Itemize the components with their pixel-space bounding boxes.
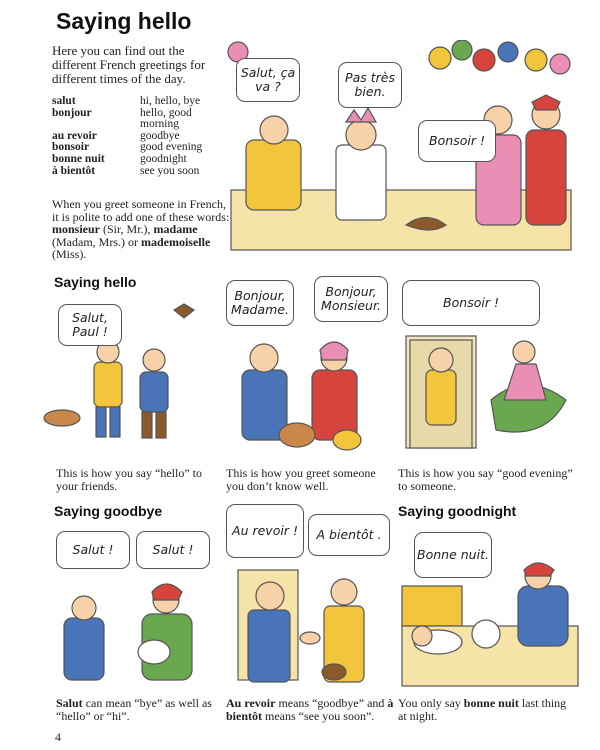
page-title: Saying hello bbox=[56, 8, 192, 34]
caption-good-evening: This is how you say “good evening” to someone. bbox=[398, 466, 573, 493]
page-number: 4 bbox=[55, 730, 61, 744]
word-madame: madame bbox=[153, 222, 198, 236]
goodbye-friends-illustration bbox=[54, 570, 224, 690]
speech-bubble-salut-2: Salut ! bbox=[136, 531, 210, 569]
heading-saying-goodnight: Saying goodnight bbox=[398, 503, 517, 519]
speech-bubble-bonjour-monsieur: Bonjour, Monsieur. bbox=[314, 276, 388, 322]
speech-bubble-a-bientot: A bientôt . bbox=[308, 514, 390, 556]
vocab-french: bonsoir bbox=[52, 141, 90, 154]
speech-bubble-bonjour-madame: Bonjour, Madame. bbox=[226, 280, 294, 326]
vocab-english: goodnight bbox=[140, 152, 187, 165]
vocab-row bbox=[52, 166, 227, 178]
vocab-row bbox=[52, 108, 227, 131]
vocab-english: see you soon bbox=[140, 164, 200, 177]
speech-bubble-bonne-nuit: Bonne nuit. bbox=[414, 532, 492, 578]
speech-bubble-salut-1: Salut ! bbox=[56, 531, 130, 569]
vocab-english: hello, good morning bbox=[140, 106, 192, 131]
vocab-english: good evening bbox=[140, 141, 203, 154]
vocab-french: au revoir bbox=[52, 129, 97, 142]
friends-greeting-illustration bbox=[24, 300, 230, 450]
caption-salut-meaning: Salut can mean “bye” as well as “hello” or “hi”. bbox=[56, 696, 212, 723]
speech-bubble-pas-tres-bien: Pas très bien. bbox=[338, 62, 402, 108]
caption-friends-hello: This is how you say “hello” to your friends. bbox=[56, 466, 202, 493]
vocab-row bbox=[52, 96, 227, 108]
speech-bubble-au-revoir: Au revoir ! bbox=[226, 504, 304, 558]
word-monsieur: monsieur bbox=[52, 222, 100, 236]
word-mademoiselle: mademoiselle bbox=[140, 234, 211, 249]
caption-greet-someone: This is how you greet someone you don’t know well. bbox=[226, 466, 376, 493]
caption-bonne-nuit-meaning: You only say bonne nuit last thing at night. bbox=[398, 696, 567, 723]
politeness-note: When you greet someone in French, it is polite to add one of these words: monsieur (Sir, Mr.), madame (Madam, Mrs.) or mademoiselle (Miss). bbox=[52, 197, 230, 261]
heading-saying-hello: Saying hello bbox=[54, 274, 137, 290]
speech-bubble-salut-paul: Salut, Paul ! bbox=[58, 304, 122, 346]
speech-bubble-salut-ca-va: Salut, ça va ? bbox=[236, 58, 300, 102]
caption-au-revoir-meaning: Au revoir means “goodbye” and à bientôt means “see you soon”. bbox=[226, 696, 394, 723]
vocab-french: salut bbox=[52, 95, 76, 107]
intro-text: Here you can find out the different French greetings for different times of the day. bbox=[52, 43, 206, 86]
vocab-french: bonjour bbox=[52, 106, 92, 119]
vocab-english: hi, hello, bye bbox=[140, 95, 201, 107]
heading-saying-goodbye: Saying goodbye bbox=[54, 503, 163, 519]
vocab-french: à bientôt bbox=[52, 164, 96, 177]
speech-bubble-bonsoir: Bonsoir ! bbox=[418, 120, 496, 162]
vocab-list bbox=[52, 96, 227, 177]
speech-bubble-bonsoir-doorway: Bonsoir ! bbox=[402, 280, 540, 326]
vocab-row bbox=[52, 154, 227, 166]
handshake-illustration bbox=[226, 560, 396, 690]
vocab-english: goodbye bbox=[140, 129, 180, 142]
vocab-french: bonne nuit bbox=[52, 152, 105, 165]
